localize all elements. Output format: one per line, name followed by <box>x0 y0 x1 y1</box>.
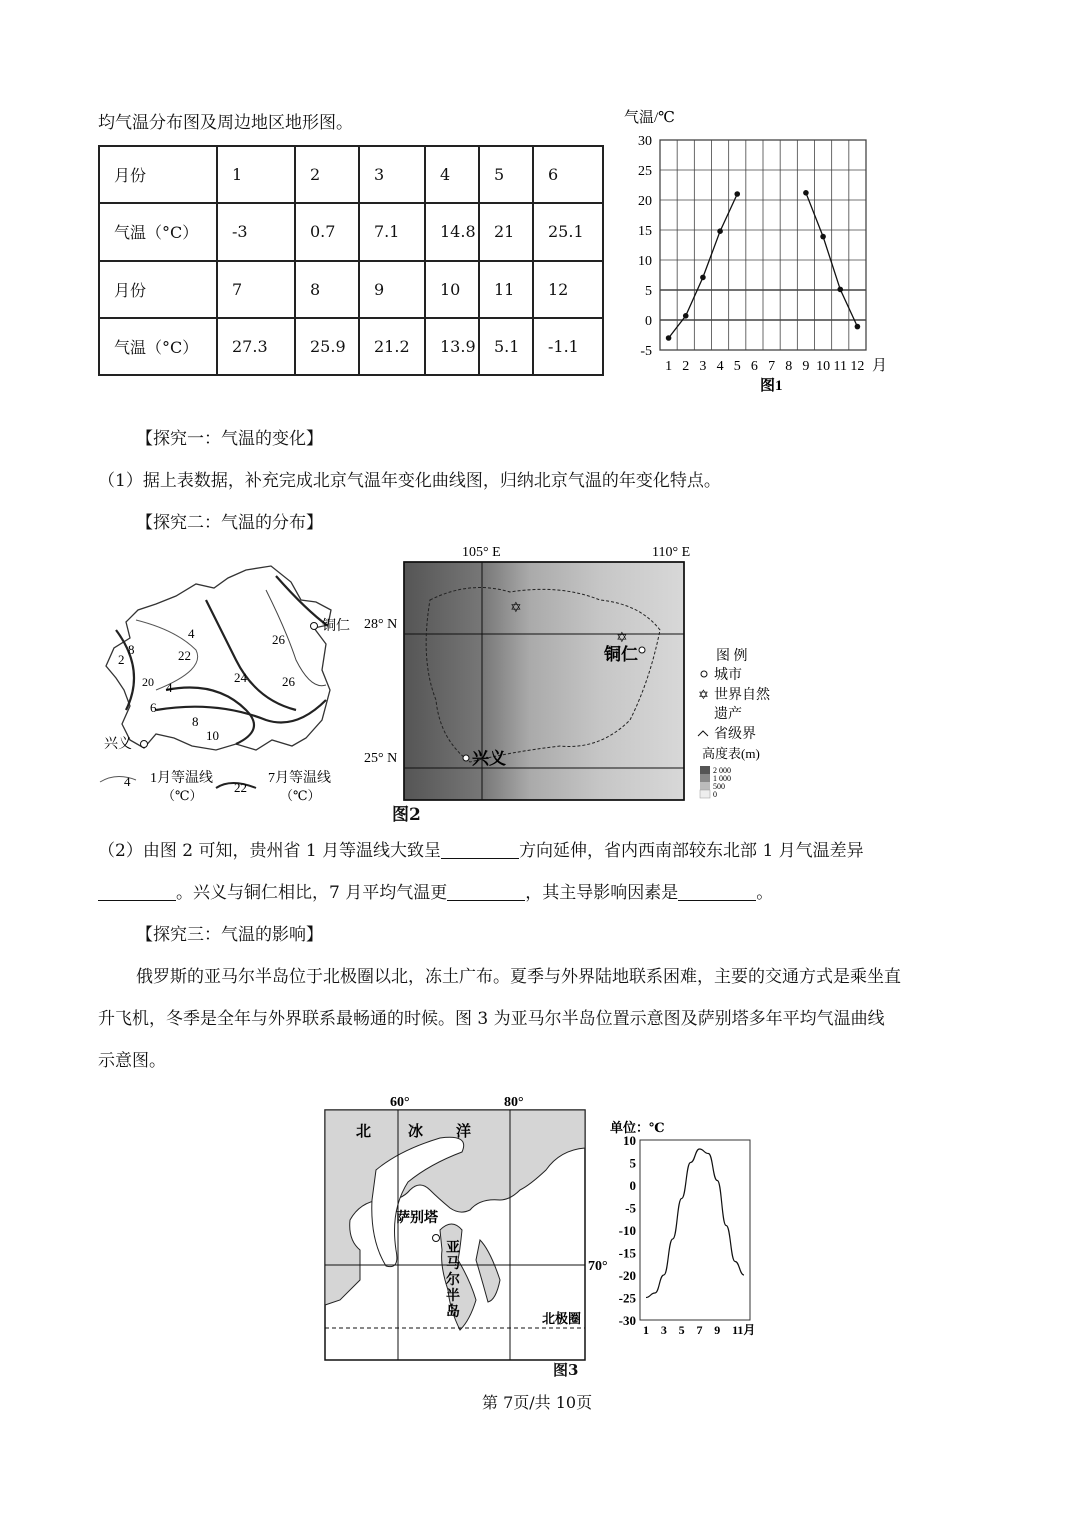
legend-swatch <box>700 782 710 790</box>
table-cell: -3 <box>217 203 295 260</box>
isotherm-line <box>156 700 326 723</box>
legend-heritage-icon: ✡ <box>698 687 709 702</box>
answer-blank[interactable] <box>678 883 756 901</box>
fig1-xtick-label: 2 <box>682 359 690 374</box>
fig3-ytick-label: -25 <box>618 1290 636 1306</box>
section2-title: 【探究二：气温的分布】 <box>136 513 323 533</box>
fig1-data-point <box>820 234 826 240</box>
fig3-series <box>646 1149 744 1298</box>
isotherm-label: 26 <box>282 674 295 689</box>
city-label: 兴义 <box>472 749 506 768</box>
table-cell: 3 <box>359 146 425 203</box>
fig1-data-point <box>837 287 843 293</box>
legend-heritage2: 遗产 <box>714 707 742 722</box>
isotherm-label: 10 <box>206 728 219 743</box>
arctic-circle-label: 北极圈 <box>542 1311 582 1326</box>
table-cell: 25.1 <box>533 203 603 260</box>
fig3-xtick-label: 11月 <box>732 1323 756 1337</box>
fig1-grid <box>660 140 866 350</box>
sabetta-chart <box>604 1112 774 1342</box>
fig1-ytick-label: -5 <box>640 344 652 359</box>
fig3-ytick-label: 5 <box>629 1155 636 1171</box>
fig3-caption: 图3 <box>553 1361 579 1379</box>
fig1-xtick-label: 4 <box>716 359 724 374</box>
fig3-xtick-label: 5 <box>678 1323 685 1337</box>
fig3-ytick-label: -15 <box>618 1245 636 1261</box>
lat-label: 28° N <box>364 617 398 632</box>
isotherm-label: 4 <box>188 626 195 641</box>
isotherm-label: 26 <box>272 632 285 647</box>
lat-label: 25° N <box>364 751 398 766</box>
table-cell: 2 <box>295 146 359 203</box>
ocean-char: 北 <box>356 1124 372 1140</box>
answer-blank[interactable] <box>98 883 176 901</box>
q2-text: （2）由图 2 可知，贵州省 1 月等温线大致呈 <box>98 841 442 861</box>
legend-level: 2 000 <box>713 766 731 775</box>
table-cell: 11 <box>479 261 533 318</box>
city-label: 铜仁 <box>322 619 350 634</box>
table-row <box>99 318 603 375</box>
paragraph-line: 俄罗斯的亚马尔半岛位于北极圈以北，冻土广布。夏季与外界陆地联系困难，主要的交通方式是乘坐直 <box>136 967 901 987</box>
page-footer: 第 7页/共 10页 <box>482 1393 593 1412</box>
legend-jan-label: 1月等温线 <box>150 771 213 786</box>
city-marker <box>141 741 148 748</box>
heritage-icon: ✡ <box>510 601 522 616</box>
legend-jul-value: 22 <box>234 780 247 795</box>
fig1-ytick-label: 10 <box>638 254 652 269</box>
yamal-map <box>320 1090 608 1380</box>
fig3-ytick-label: -5 <box>625 1200 636 1216</box>
peninsula-char: 马 <box>446 1257 460 1272</box>
table-cell: 8 <box>295 261 359 318</box>
legend-jan-value: 4 <box>124 774 131 789</box>
q2-text: ，其主导影响因素是 <box>525 883 679 903</box>
terrain-map <box>360 540 780 802</box>
q2-text: 。兴义与铜仁相比，7 月平均气温更 <box>176 883 448 903</box>
q2-text: 。 <box>756 883 774 903</box>
isotherm-label: 8 <box>192 714 199 729</box>
isotherm-map <box>96 560 386 810</box>
legend-swatch <box>700 774 710 782</box>
legend-heritage: 世界自然 <box>714 688 770 703</box>
fig1-data-point <box>855 324 861 330</box>
paragraph-line: 示意图。 <box>98 1051 166 1071</box>
answer-blank[interactable] <box>447 883 525 901</box>
city-marker <box>311 623 318 630</box>
isotherm-label: 6 <box>150 700 157 715</box>
fig3-yticks <box>619 1133 637 1328</box>
peninsula-char: 半 <box>446 1289 460 1304</box>
intro-text: 均气温分布图及周边地区地形图。 <box>98 113 353 133</box>
fig1-ytick-label: 20 <box>638 194 652 209</box>
isotherm-label: 8 <box>128 642 135 657</box>
table-row <box>99 203 603 260</box>
table-cell: 21 <box>479 203 533 260</box>
legend-level: 500 <box>713 782 725 791</box>
legend-city-icon <box>701 671 707 677</box>
lat-label: 70° <box>588 1259 608 1274</box>
fig1-ytick-label: 30 <box>638 134 652 149</box>
legend-border-icon <box>698 731 708 736</box>
fig3-ytick-label: -10 <box>618 1223 636 1238</box>
fig3-ytick-label: 10 <box>623 1133 636 1148</box>
section3-title: 【探究三：气温的影响】 <box>136 925 323 945</box>
fig3-ytick-label: -20 <box>618 1268 636 1283</box>
fig1-xtick-label: 11 <box>833 359 847 374</box>
fig1-xtick-label: 10 <box>816 359 831 374</box>
heritage-icon: ✡ <box>616 631 628 646</box>
peninsula-char: 尔 <box>446 1273 460 1288</box>
fig3-xtick-label: 9 <box>714 1323 721 1337</box>
fig1-yticks <box>638 134 652 359</box>
table-cell: 气温（°C） <box>99 318 217 375</box>
peninsula-char: 岛 <box>446 1305 460 1320</box>
isotherm-line <box>276 576 328 626</box>
legend-jan-unit: （℃） <box>162 788 203 803</box>
legend-jul-label: 7月等温线 <box>268 771 331 786</box>
table-cell: 10 <box>425 261 479 318</box>
fig1-data-point <box>803 190 809 196</box>
fig1-xtick-label: 6 <box>750 359 758 374</box>
peninsula-char: 亚 <box>446 1241 460 1256</box>
legend-jul-unit: （℃） <box>280 788 321 803</box>
fig3-ytick-label: 0 <box>629 1178 636 1193</box>
fig1-series-line <box>669 194 738 338</box>
table-cell: 4 <box>425 146 479 203</box>
section1-title: 【探究一：气温的变化】 <box>136 429 323 449</box>
lon-label: 80° <box>504 1095 524 1110</box>
fig3-ytick-label: -30 <box>618 1313 636 1328</box>
fig3-frame <box>640 1140 750 1320</box>
fig1-xticks <box>665 359 864 374</box>
table-cell: -1.1 <box>533 318 603 375</box>
city-marker <box>463 755 469 761</box>
fig1-xtick-label: 7 <box>768 359 776 374</box>
fig3-unit: 单位：℃ <box>610 1120 665 1135</box>
legend-border: 省级界 <box>714 727 756 742</box>
fig1-data-point <box>683 313 689 319</box>
table-cell: 5.1 <box>479 318 533 375</box>
fig1-ytick-label: 25 <box>638 164 652 179</box>
table-cell: 27.3 <box>217 318 295 375</box>
fig1-xunit: 月 <box>872 358 888 374</box>
city-label: 萨别塔 <box>396 1211 438 1226</box>
fig1-data-point <box>717 228 723 234</box>
fig1-data-point <box>666 335 672 341</box>
legend-title: 图 例 <box>716 649 748 664</box>
fig1-ytick-label: 5 <box>645 284 652 299</box>
fig3-xtick-label: 1 <box>643 1323 649 1337</box>
table-row <box>99 261 603 318</box>
table-cell: 25.9 <box>295 318 359 375</box>
fig1-xtick-label: 1 <box>665 359 673 374</box>
table-cell: 月份 <box>99 146 217 203</box>
fig2-caption: 图2 <box>392 805 421 825</box>
city-marker <box>639 647 645 653</box>
fig1-data-point <box>700 275 706 281</box>
question-1: （1）据上表数据，补充完成北京气温年变化曲线图，归纳北京气温的年变化特点。 <box>98 471 721 491</box>
city-label: 兴义 <box>104 737 132 752</box>
table-row <box>99 146 603 203</box>
table-cell: 12 <box>533 261 603 318</box>
question-2-line1 <box>98 840 864 864</box>
legend-jan-line <box>100 776 136 782</box>
fig1-xtick-label: 3 <box>699 359 707 374</box>
answer-blank[interactable] <box>441 841 519 859</box>
ocean-char: 洋 <box>456 1124 472 1140</box>
legend-swatch <box>700 766 710 774</box>
legend-height: 高度表(m) <box>702 746 760 761</box>
table-cell: 0.7 <box>295 203 359 260</box>
ocean-char: 冰 <box>408 1124 424 1140</box>
city-marker <box>433 1235 440 1242</box>
table-cell: 5 <box>479 146 533 203</box>
table-cell: 13.9 <box>425 318 479 375</box>
table-cell: 6 <box>533 146 603 203</box>
table-cell: 14.8 <box>425 203 479 260</box>
legend-city: 城市 <box>714 668 742 683</box>
fig1-ytick-label: 0 <box>645 314 652 329</box>
table-cell: 1 <box>217 146 295 203</box>
isotherm-label: 2 <box>118 652 125 667</box>
isotherm-label: 4 <box>166 680 173 695</box>
lon-label: 105° E <box>462 545 501 560</box>
table-cell: 9 <box>359 261 425 318</box>
lon-label: 60° <box>390 1095 410 1110</box>
isotherm-label: 22 <box>178 648 191 663</box>
fig1-xtick-label: 12 <box>850 359 865 374</box>
legend-level: 0 <box>713 790 717 799</box>
isotherm-label: 20 <box>142 675 154 689</box>
temperature-table <box>98 145 604 376</box>
fig1-xtick-label: 8 <box>785 359 793 374</box>
fig1-xtick-label: 9 <box>802 359 810 374</box>
fig3-xtick-label: 3 <box>660 1323 667 1337</box>
question-2-line2 <box>98 882 773 906</box>
isotherm-label: 24 <box>234 670 247 685</box>
table-cell: 7 <box>217 261 295 318</box>
table-cell: 气温（°C） <box>99 203 217 260</box>
fig1-caption: 图1 <box>760 378 783 394</box>
q2-text: 方向延伸，省内西南部较东北部 1 月气温差异 <box>519 841 864 861</box>
lon-label: 110° E <box>652 545 691 560</box>
paragraph-line: 升飞机，冬季是全年与外界联系最畅通的时候。图 3 为亚马尔半岛位置示意图及萨别塔多年平均气温曲线 <box>98 1009 885 1029</box>
fig1-ylabel: 气温/℃ <box>624 110 675 126</box>
fig1-data-point <box>734 191 740 197</box>
fig3-xticks <box>643 1323 755 1337</box>
legend-level: 1 000 <box>713 774 731 783</box>
fig1-ytick-label: 15 <box>638 224 652 239</box>
fig3-xtick-label: 7 <box>696 1323 703 1337</box>
table-cell: 7.1 <box>359 203 425 260</box>
guizhou-outline <box>106 566 331 750</box>
fig3-series-line <box>646 1149 744 1298</box>
table-cell: 月份 <box>99 261 217 318</box>
legend-swatch <box>700 790 710 798</box>
fig1-chart <box>618 100 898 400</box>
city-label: 铜仁 <box>604 645 638 664</box>
table-cell: 21.2 <box>359 318 425 375</box>
fig1-xtick-label: 5 <box>733 359 741 374</box>
terrain-area <box>404 562 684 800</box>
